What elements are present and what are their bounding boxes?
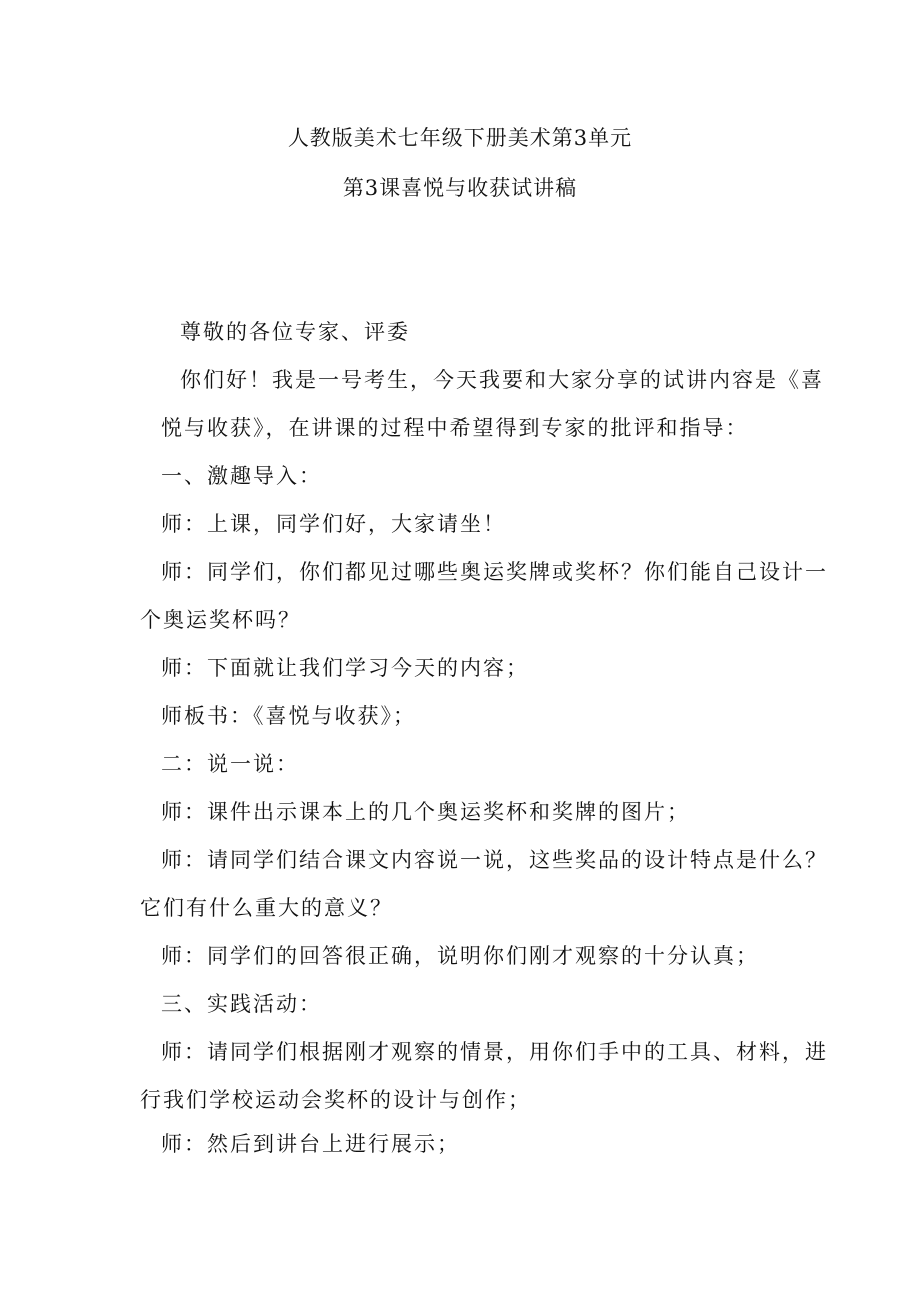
paragraph-line: 师：课件出示课本上的几个奥运奖杯和奖牌的图片；	[161, 800, 690, 824]
paragraph-line: 师：上课，同学们好，大家请坐！	[161, 512, 506, 536]
paragraph-line: 师板书：《喜悦与收获》；	[161, 704, 416, 728]
document-title-line1: 人教版美术七年级下册美术第3单元	[287, 126, 633, 150]
paragraph-line: 师：请同学们结合课文内容说一说，这些奖品的设计特点是什么？	[161, 848, 828, 872]
section-heading: 一、激趣导入：	[161, 464, 322, 488]
paragraph-line: 你们好！我是一号考生，今天我要和大家分享的试讲内容是《喜	[180, 368, 824, 392]
paragraph-line: 师：同学们，你们都见过哪些奥运奖牌或奖杯？你们能自己设计一	[161, 560, 828, 584]
paragraph-line: 师：下面就让我们学习今天的内容；	[161, 656, 529, 680]
paragraph-line: 师：请同学们根据刚才观察的情景，用你们手中的工具、材料，进	[161, 1040, 828, 1064]
document-title-line2: 第3课喜悦与收获试讲稿	[342, 176, 578, 200]
paragraph-line: 个奥运奖杯吗？	[140, 608, 301, 632]
paragraph-line: 它们有什么重大的意义？	[140, 896, 393, 920]
paragraph-line: 行我们学校运动会奖杯的设计与创作；	[140, 1088, 531, 1112]
salutation: 尊敬的各位专家、评委	[180, 320, 410, 344]
paragraph-line: 悦与收获》，在讲课的过程中希望得到专家的批评和指导：	[161, 416, 749, 440]
paragraph-line: 师：然后到讲台上进行展示；	[161, 1132, 460, 1156]
paragraph-line: 师：同学们的回答很正确，说明你们刚才观察的十分认真；	[161, 944, 759, 968]
section-heading: 三、实践活动：	[161, 992, 322, 1016]
section-heading: 二：说一说：	[161, 752, 299, 776]
